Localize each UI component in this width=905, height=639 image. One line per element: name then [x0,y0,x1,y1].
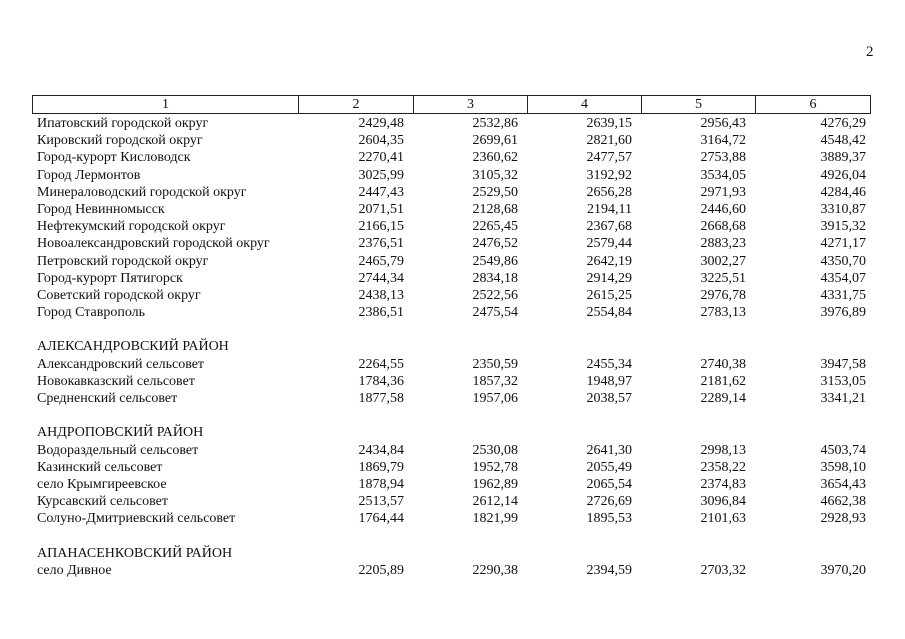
row-value-col-4: 2554,84 [586,305,632,321]
table-row [32,562,871,579]
page-number: 2 [866,44,874,60]
table-row [32,356,871,373]
row-value-col-4: 2065,54 [586,476,632,492]
group-city [32,115,871,321]
column-header-5: 5 [641,96,755,113]
row-value-col-6: 3310,87 [820,201,866,217]
row-value-col-6: 4662,38 [820,494,866,510]
table-row [32,132,871,149]
row-value-col-6: 4271,17 [820,236,866,252]
row-value-col-5: 2976,78 [700,287,746,303]
row-value-col-4: 2726,69 [586,494,632,510]
table-row [32,218,871,235]
table-row [32,253,871,270]
row-value-col-4: 3192,92 [586,167,632,183]
row-value-col-5: 3096,84 [700,494,746,510]
row-value-col-2: 2205,89 [358,562,404,578]
row-name: Солуно-Дмитриевский сельсовет [37,511,236,527]
row-name: село Дивное [37,562,112,578]
row-value-col-6: 4276,29 [820,116,866,131]
row-value-col-5: 3225,51 [700,270,746,286]
row-name: Новоалександровский городской округ [37,236,270,252]
row-value-col-6: 3153,05 [820,373,866,389]
table-row [32,287,871,304]
row-value-col-4: 2367,68 [586,219,632,235]
table-row [32,235,871,252]
table-row [32,373,871,390]
row-value-col-4: 2615,25 [586,287,632,303]
row-value-col-5: 2446,60 [700,201,746,217]
row-value-col-3: 2290,38 [472,562,518,578]
column-header-6: 6 [755,96,870,113]
table-header [32,95,871,114]
row-value-col-6: 3598,10 [820,459,866,475]
row-value-col-3: 2128,68 [472,201,518,217]
row-value-col-2: 2447,43 [358,184,404,200]
row-value-col-2: 1869,79 [358,459,404,475]
row-value-col-4: 2455,34 [586,356,632,372]
row-name: Советский городской округ [37,287,201,303]
row-value-col-2: 1878,94 [358,476,404,492]
row-value-col-5: 2101,63 [700,511,746,527]
row-value-col-4: 2914,29 [586,270,632,286]
row-value-col-3: 2549,86 [472,253,518,269]
table-row [32,510,871,527]
group-spacer [32,321,871,338]
row-value-col-2: 2438,13 [358,287,404,303]
row-value-col-4: 2038,57 [586,391,632,406]
table-row [32,493,871,510]
row-name: Водораздельный сельсовет [37,442,199,458]
group-aleksandrovsky [32,356,871,408]
row-name: Город-курорт Кисловодск [37,150,191,166]
table-row [32,149,871,166]
row-value-col-3: 1821,99 [472,511,518,527]
row-value-col-2: 1764,44 [358,511,404,527]
row-value-col-4: 2579,44 [586,236,632,252]
row-value-col-3: 2699,61 [472,133,518,149]
row-name: Средненский сельсовет [37,391,178,406]
row-value-col-4: 2194,11 [587,201,632,217]
row-value-col-2: 2465,79 [358,253,404,269]
row-name: Город Ставрополь [37,305,146,321]
row-value-col-2: 3025,99 [358,167,404,183]
row-name: Казинский сельсовет [37,459,163,475]
row-name: Город Невинномысск [37,201,165,217]
row-value-col-2: 2270,41 [358,150,404,166]
row-value-col-6: 3970,20 [820,562,866,578]
table-body [32,115,871,579]
table-row [32,476,871,493]
row-value-col-6: 3976,89 [820,305,866,321]
row-value-col-5: 2883,23 [700,236,746,252]
row-value-col-5: 2956,43 [700,116,746,131]
row-value-col-6: 4548,42 [820,133,866,149]
table-row [32,167,871,184]
row-value-col-5: 2783,13 [700,305,746,321]
row-value-col-4: 2642,19 [586,253,632,269]
row-name: Город-курорт Пятигорск [37,270,183,286]
column-header-1: 1 [162,97,169,112]
row-value-col-4: 2656,28 [586,184,632,200]
table-row [32,304,871,321]
table-row [32,115,871,132]
row-value-col-3: 2476,52 [472,236,518,252]
row-value-col-4: 2639,15 [586,116,632,131]
row-value-col-6: 3947,58 [820,356,866,372]
row-value-col-5: 2358,22 [700,459,746,475]
row-value-col-2: 2604,35 [358,133,404,149]
row-value-col-5: 2289,14 [700,391,746,406]
row-value-col-5: 2740,38 [700,356,746,372]
row-value-col-4: 2394,59 [586,562,632,578]
group-spacer [32,528,871,545]
row-name: Нефтекумский городской округ [37,219,226,235]
row-value-col-3: 1952,78 [472,459,518,475]
row-value-col-2: 2434,84 [358,442,404,458]
row-value-col-5: 3164,72 [700,133,746,149]
row-value-col-3: 2475,54 [472,305,518,321]
table-row [32,184,871,201]
row-name: Новокавказский сельсовет [37,373,195,389]
row-value-col-2: 2071,51 [358,201,404,217]
row-value-col-2: 2376,51 [358,236,404,252]
row-name: Курсавский сельсовет [37,494,168,510]
row-value-col-3: 3105,32 [472,167,518,183]
group-apanasenkovsky [32,562,871,579]
column-header-3: 3 [413,96,527,113]
row-value-col-5: 2753,88 [700,150,746,166]
row-value-col-5: 3002,27 [700,253,746,269]
table-row [32,201,871,218]
row-value-col-4: 2477,57 [586,150,632,166]
row-value-col-4: 1948,97 [586,373,632,389]
row-value-col-3: 2522,56 [472,287,518,303]
row-value-col-5: 2998,13 [700,442,746,458]
row-value-col-6: 4350,70 [820,253,866,269]
row-name: Александровский сельсовет [37,356,205,372]
row-name: Город Лермонтов [37,167,141,183]
row-value-col-4: 2641,30 [586,442,632,458]
row-value-col-3: 2529,50 [472,184,518,200]
row-name: Кировский городской округ [37,133,203,149]
row-value-col-2: 2744,34 [358,270,404,286]
row-value-col-3: 2350,59 [472,356,518,372]
row-value-col-5: 2971,93 [700,184,746,200]
row-value-col-2: 2429,48 [358,116,404,131]
row-name: село Крымгиреевское [37,476,167,492]
column-header-2: 2 [298,96,413,113]
row-value-col-6: 4284,46 [820,184,866,200]
row-value-col-5: 2703,32 [700,562,746,578]
row-value-col-3: 2834,18 [472,270,518,286]
row-name: Минераловодский городской округ [37,184,247,200]
table-row [32,459,871,476]
row-value-col-5: 2181,62 [700,373,746,389]
row-value-col-3: 2612,14 [472,494,518,510]
row-value-col-6: 2928,93 [820,511,866,527]
row-value-col-4: 2821,60 [586,133,632,149]
group-andropovsky [32,442,871,528]
row-value-col-5: 2668,68 [700,219,746,235]
row-value-col-3: 2530,08 [472,442,518,458]
row-value-col-2: 2166,15 [358,219,404,235]
row-value-col-4: 2055,49 [586,459,632,475]
row-value-col-2: 2386,51 [358,305,404,321]
row-value-col-2: 1877,58 [358,391,404,406]
row-name: Ипатовский городской округ [37,116,209,131]
table-row [32,442,871,459]
section-title: АЛЕКСАНДРОВСКИЙ РАЙОН [37,339,229,355]
row-value-col-3: 2532,86 [472,116,518,131]
row-value-col-4: 1895,53 [586,511,632,527]
row-value-col-3: 1957,06 [472,391,518,406]
section-title: АПАНАСЕНКОВСКИЙ РАЙОН [37,545,233,561]
row-value-col-6: 3915,32 [820,219,866,235]
table-row [32,390,871,407]
row-value-col-5: 2374,83 [700,476,746,492]
table-row [32,270,871,287]
row-value-col-3: 2265,45 [472,219,518,235]
row-value-col-3: 2360,62 [472,150,518,166]
column-header-4: 4 [527,96,641,113]
row-value-col-6: 4354,07 [820,270,866,286]
row-value-col-6: 3889,37 [820,150,866,166]
row-value-col-2: 1784,36 [358,373,404,389]
section-title: АНДРОПОВСКИЙ РАЙОН [37,425,204,441]
row-value-col-5: 3534,05 [700,167,746,183]
row-value-col-2: 2264,55 [358,356,404,372]
row-value-col-6: 3341,21 [820,391,866,406]
row-value-col-3: 1857,32 [472,373,518,389]
row-value-col-6: 4503,74 [820,442,866,458]
group-spacer [32,407,871,424]
row-value-col-6: 3654,43 [820,476,866,492]
row-value-col-3: 1962,89 [472,476,518,492]
row-value-col-6: 4331,75 [820,287,866,303]
row-name: Петровский городской округ [37,253,209,269]
row-value-col-6: 4926,04 [820,167,866,183]
row-value-col-2: 2513,57 [358,494,404,510]
